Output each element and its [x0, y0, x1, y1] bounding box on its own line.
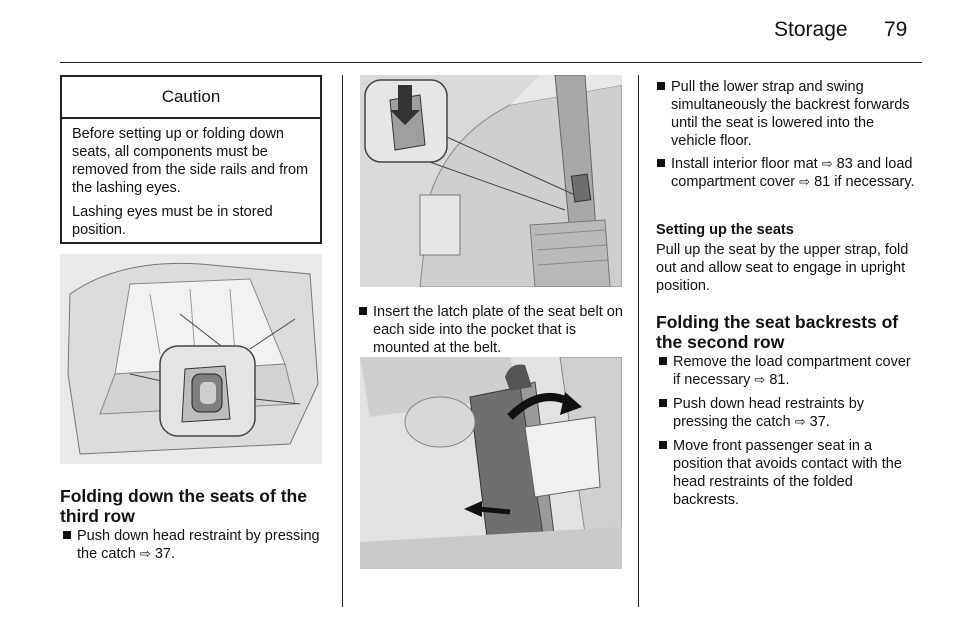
column-divider-right — [638, 75, 639, 607]
list-item-text: Remove the load compartment cover if necessary — [673, 354, 911, 388]
page-number: 79 — [884, 18, 908, 41]
bullet-square — [659, 357, 667, 365]
list-item-text: Push down head restraints by pressing the catch — [673, 396, 865, 430]
bullet-square — [659, 441, 667, 449]
seat-belt-latch-illustration — [360, 75, 622, 287]
list-item — [658, 353, 922, 389]
list-item-text: Push down head restraint by pressing the catch — [77, 528, 320, 562]
header-rule — [60, 62, 922, 63]
bullet-square — [657, 82, 665, 90]
page-ref-arrow-icon: ⇨ — [821, 156, 833, 171]
page-ref-number[interactable]: 37. — [154, 546, 175, 562]
list-item-text: Insert the latch plate of the seat belt on each side into the pocket that is mounted at the belt. — [373, 304, 623, 356]
bullet-square — [359, 307, 367, 315]
page-ref-arrow-icon: ⇨ — [799, 174, 811, 189]
list-item-text: Install interior floor mat — [671, 156, 818, 172]
list-item-text: Move front passenger seat in a position that avoids contact with the head restraints of the folded backrests. — [673, 438, 902, 508]
page-ref-number[interactable]: 83 — [836, 156, 853, 172]
list-item — [656, 78, 922, 150]
list-item — [656, 155, 922, 191]
column-divider-left — [342, 75, 343, 607]
page-ref-arrow-icon: ⇨ — [139, 546, 151, 561]
trunk-lashing-eye-illustration — [60, 254, 322, 464]
caution-paragraph: Before setting up or folding down seats, all components must be removed from the side rails and from the lashing eyes. — [72, 126, 309, 196]
caution-box — [60, 75, 322, 244]
bullet-square — [659, 399, 667, 407]
bullet-square — [657, 159, 665, 167]
section-heading-third-row: Folding down the seats of the third row — [60, 486, 307, 526]
caution-paragraph: Lashing eyes must be in stored position. — [72, 204, 273, 238]
page-header-title: Storage — [774, 18, 848, 41]
section-heading-second-row: Folding the seat backrests of the second row — [656, 312, 899, 352]
backrest-folding-illustration — [360, 357, 622, 569]
list-item — [358, 303, 628, 357]
bullet-square — [63, 531, 71, 539]
page-ref-arrow-icon: ⇨ — [794, 414, 806, 429]
list-item — [658, 395, 922, 431]
page-ref-number[interactable]: 81. — [769, 372, 790, 388]
list-item — [62, 527, 322, 563]
subheading-setting-up: Setting up the seats — [656, 222, 794, 238]
caution-title: Caution — [62, 77, 320, 119]
list-item — [658, 437, 922, 509]
list-item-text: and load compartment cover — [671, 156, 913, 190]
page-ref-number[interactable]: 37. — [809, 414, 830, 430]
list-item-text: Pull the lower strap and swing simultaneously the backrest forwards until the seat is lowered into the vehicle floor. — [671, 79, 910, 149]
page-ref-arrow-icon: ⇨ — [754, 372, 766, 387]
paragraph-setting-up: Pull up the seat by the upper strap, fold out and allow seat to engage in upright position. — [656, 242, 909, 294]
caution-body — [62, 119, 320, 239]
page-ref-number[interactable]: 81 — [814, 174, 831, 190]
list-item-text: if necessary. — [834, 174, 915, 190]
